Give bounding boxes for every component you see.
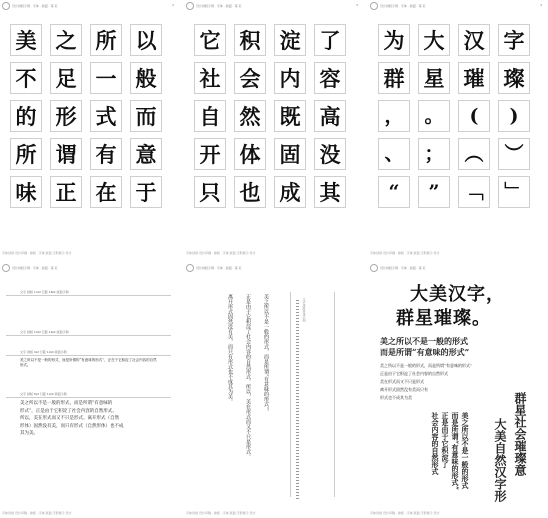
lead-line: 而是所谓“有意味的形式”	[380, 347, 470, 357]
glyph-cell: 所	[10, 138, 42, 170]
vertical-column: 而是所谓“有意味的形式”	[451, 412, 460, 491]
page-footer: 字体试排 设计印刷 · 排版 · 字体 版面 字形展示 设计	[370, 251, 440, 255]
vertical-column: 美之所以不是一般的形式	[461, 412, 470, 489]
body-line: 形体）固然没有美，而只有形式（自然形体）也不成	[20, 423, 124, 429]
glyph-cell: 群	[378, 62, 410, 94]
dotted-label: 文字排版竖排示例	[302, 298, 306, 322]
spec-line: 文字 排版 9pt 行距 14pt 版面示例	[20, 350, 67, 354]
small-line: 美之所以不是一般的形式，而是所谓“有意味的形式”	[380, 363, 473, 368]
glyph-cell: ﹁	[458, 176, 490, 208]
glyph-cell: 也	[234, 176, 266, 208]
vertical-column: 社会内容的自然形式	[431, 412, 440, 475]
glyph-cell: 只	[194, 176, 226, 208]
glyph-cell: 璨	[498, 62, 530, 94]
glyph-cell: 形	[50, 100, 82, 132]
page-2	[184, 0, 364, 258]
page-footer: 字体试排 设计印刷 · 排版 · 字体 版面 字形展示 设计	[2, 251, 72, 255]
page-header: 设计排版示例 · 字体 · 版面 · 第 页	[370, 264, 426, 272]
page-footer: 字体试排 设计印刷 · 排版 · 字体 版面 字形展示 设计	[186, 251, 256, 255]
page-header: 设计排版示例 · 字体 · 版面 · 第 页	[186, 2, 242, 10]
glyph-cell: ︶	[498, 138, 530, 170]
logo-icon	[2, 2, 10, 10]
divider	[334, 292, 335, 497]
page-footer: 字体试排 设计印刷 · 排版 · 字体 版面 字形展示 设计	[186, 511, 256, 515]
glyph-cell: 没	[314, 138, 346, 170]
glyph-cell: 的	[10, 100, 42, 132]
glyph-cell: 足	[50, 62, 82, 94]
divider	[6, 295, 171, 296]
page-header: 设计排版示例 · 字体 · 版面 · 第 页	[370, 2, 426, 10]
glyph-cell: 然	[234, 100, 266, 132]
character-grid	[10, 24, 162, 208]
glyph-cell: 体	[234, 138, 266, 170]
glyph-cell: 成	[274, 176, 306, 208]
page-4	[0, 262, 180, 518]
vertical-headline: 群星社会璀璨意	[513, 392, 527, 476]
dotted-rule	[296, 300, 299, 500]
glyph-cell: ；	[418, 138, 450, 170]
glyph-cell: 其	[314, 176, 346, 208]
page-number: 3	[356, 3, 358, 7]
glyph-cell: 会	[234, 62, 266, 94]
page-header: 设计排版示例 · 字体 · 版面 · 第 页	[186, 264, 242, 272]
glyph-cell: 意	[130, 138, 162, 170]
glyph-cell: 般	[130, 62, 162, 94]
glyph-cell: 之	[50, 24, 82, 56]
small-line: 正是由于它积淀了社会内容的自然形式	[380, 371, 448, 376]
page-5	[184, 262, 364, 518]
glyph-cell: “	[378, 176, 410, 208]
vertical-text-column: 离开形式固然没有美，而只有形式也不成其为美。	[227, 294, 233, 404]
divider	[6, 397, 171, 398]
divider	[290, 292, 291, 497]
body-line: 其为美。	[20, 431, 38, 436]
sample-paragraph: 美之所以不是一般的形式，而是所谓的“有意味的形式”，正在于它积淀了社会内容的自然形式。	[20, 358, 157, 367]
glyph-cell: )	[498, 100, 530, 132]
glyph-cell: 在	[90, 176, 122, 208]
glyph-cell: 而	[130, 100, 162, 132]
body-line: 所以，美在形式而又不只是形式。离开形式（自然	[20, 416, 119, 421]
glyph-cell: 大	[418, 24, 450, 56]
lead-line: 美之所以不是一般的形式	[380, 336, 468, 346]
logo-icon	[370, 264, 378, 272]
glyph-cell: 高	[314, 100, 346, 132]
headline: 群星璀璨。	[396, 308, 491, 329]
page-header: 设计排版示例 · 字体 · 版面 · 第 页	[2, 2, 58, 10]
vertical-column: 正是由于它积淀了	[441, 412, 450, 468]
glyph-cell: 容	[314, 62, 346, 94]
glyph-cell: 了	[314, 24, 346, 56]
glyph-cell: 积	[234, 24, 266, 56]
vertical-text-column: 正是由于它积淀了社会内容的自然形式。所以，美在形式而又不只是形式。	[245, 294, 251, 459]
glyph-cell: 美	[10, 24, 42, 56]
spec-line: 文字 排版 8pt 行距 12pt 版面示例	[20, 392, 67, 396]
page-footer: 字体试排 设计印刷 · 排版 · 字体 版面 字形展示 设计	[370, 511, 440, 515]
glyph-cell: 社	[194, 62, 226, 94]
glyph-cell: 式	[90, 100, 122, 132]
glyph-cell: 味	[10, 176, 42, 208]
glyph-cell: 璀	[458, 62, 490, 94]
logo-icon	[186, 2, 194, 10]
glyph-cell: 为	[378, 24, 410, 56]
glyph-cell: 所	[90, 24, 122, 56]
glyph-cell: 汉	[458, 24, 490, 56]
glyph-cell: 谓	[50, 138, 82, 170]
headline: 大美汉字，	[410, 284, 505, 305]
vertical-text-column: 美之所以不是一般的形式，而是所谓“有意味的形式”，	[263, 294, 269, 415]
body-line: 形式”，正是由于它积淀了社会内容的自然形式。	[20, 408, 117, 414]
glyph-cell: ，	[378, 100, 410, 132]
lead-paragraph	[380, 336, 469, 358]
glyph-cell: 。	[418, 100, 450, 132]
page-6	[368, 262, 548, 518]
character-grid	[378, 24, 530, 208]
glyph-cell: 、	[378, 138, 410, 170]
vertical-headline: 大美自然汉字形	[493, 418, 507, 502]
page-1	[0, 0, 180, 258]
logo-icon	[2, 264, 10, 272]
logo-icon	[370, 2, 378, 10]
divider	[6, 335, 171, 336]
small-line: 离开形式固然没有美而只有	[380, 387, 428, 392]
body-text	[20, 400, 170, 438]
character-grid	[194, 24, 346, 208]
page-header: 设计排版示例 · 字体 · 版面 · 第 页	[2, 264, 58, 272]
page-number: 2	[172, 3, 174, 7]
glyph-cell: 内	[274, 62, 306, 94]
small-line: 美在形式而又不只是形式	[380, 379, 424, 384]
small-line: 形式也不成其为美	[380, 395, 412, 400]
glyph-cell: 正	[50, 176, 82, 208]
page-footer: 字体试排 设计印刷 · 排版 · 字体 版面 字形展示 设计	[2, 511, 72, 515]
glyph-cell: 固	[274, 138, 306, 170]
glyph-cell: 它	[194, 24, 226, 56]
glyph-cell: 自	[194, 100, 226, 132]
spec-line: 文字 排版 10pt 行距 16pt 版面示例	[20, 330, 69, 334]
page-number: 4	[540, 3, 542, 7]
body-line: 美之所以不是一般的形式，而是所谓“有意味的	[20, 401, 113, 406]
glyph-cell: 开	[194, 138, 226, 170]
glyph-cell: ”	[418, 176, 450, 208]
page-3	[368, 0, 548, 258]
glyph-cell: 以	[130, 24, 162, 56]
spec-line: 文字 排版 12pt 行距 18pt 版面示例	[20, 290, 69, 294]
logo-icon	[186, 264, 194, 272]
glyph-cell: 淀	[274, 24, 306, 56]
divider	[6, 355, 171, 356]
glyph-cell: 一	[90, 62, 122, 94]
glyph-cell: (	[458, 100, 490, 132]
glyph-cell: 星	[418, 62, 450, 94]
glyph-cell: ﹂	[498, 176, 530, 208]
glyph-cell: ︵	[458, 138, 490, 170]
glyph-cell: 既	[274, 100, 306, 132]
glyph-cell: 有	[90, 138, 122, 170]
glyph-cell: 于	[130, 176, 162, 208]
glyph-cell: 不	[10, 62, 42, 94]
glyph-cell: 字	[498, 24, 530, 56]
